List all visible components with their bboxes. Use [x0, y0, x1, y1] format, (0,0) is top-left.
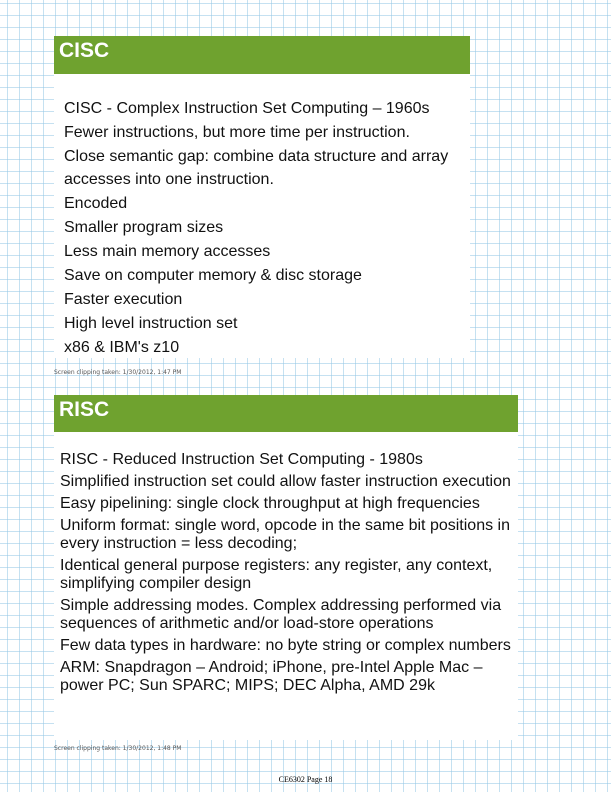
- cisc-bullet-list: [54, 74, 470, 359]
- bullet-item: Simplified instruction set could allow faster instruction execution: [60, 473, 511, 490]
- bullet-item: Easy pipelining: single clock throughput at high frequencies: [60, 495, 480, 512]
- risc-clipping-caption: Screen clipping taken: 1/30/2012, 1:48 PM: [54, 745, 182, 752]
- bullet-item: Few data types in hardware: no byte string or complex numbers: [60, 637, 511, 654]
- bullet-item: Faster execution: [64, 291, 183, 308]
- risc-slide-title: RISC: [54, 395, 518, 432]
- bullet-item: Smaller program sizes: [64, 219, 224, 236]
- page-number: CE6302 Page 18: [278, 775, 333, 784]
- bullet-item: ARM: Snapdragon – Android; iPhone, pre-Intel Apple Mac – power PC; Sun SPARC; MIPS; DEC Alpha, AMD 29k: [60, 659, 483, 694]
- bullet-item: Identical general purpose registers: any register, any context, simplifying compiler design: [60, 557, 493, 592]
- risc-bullet-list: [54, 432, 518, 695]
- bullet-item: Less main memory accesses: [64, 243, 271, 260]
- bullet-item: Simple addressing modes. Complex addressing performed via sequences of arithmetic and/or load-store operations: [60, 597, 502, 632]
- bullet-item: RISC - Reduced Instruction Set Computing - 1980s: [60, 451, 423, 468]
- bullet-item: Fewer instructions, but more time per instruction.: [64, 124, 410, 141]
- bullet-item: x86 & IBM's z10: [64, 339, 180, 356]
- bullet-item: Close semantic gap: combine data structure and array accesses into one instruction.: [64, 148, 449, 188]
- cisc-slide-title: CISC: [54, 36, 470, 74]
- bullet-item: Uniform format: single word, opcode in the same bit positions in every instruction = less decoding;: [60, 517, 510, 552]
- bullet-item: Save on computer memory & disc storage: [64, 267, 362, 284]
- risc-slide: [54, 395, 518, 740]
- bullet-item: High level instruction set: [64, 315, 238, 332]
- cisc-slide: [54, 36, 470, 358]
- bullet-item: Encoded: [64, 195, 128, 212]
- cisc-clipping-caption: Screen clipping taken: 1/30/2012, 1:47 PM: [54, 369, 182, 376]
- bullet-item: CISC - Complex Instruction Set Computing – 1960s: [64, 100, 430, 117]
